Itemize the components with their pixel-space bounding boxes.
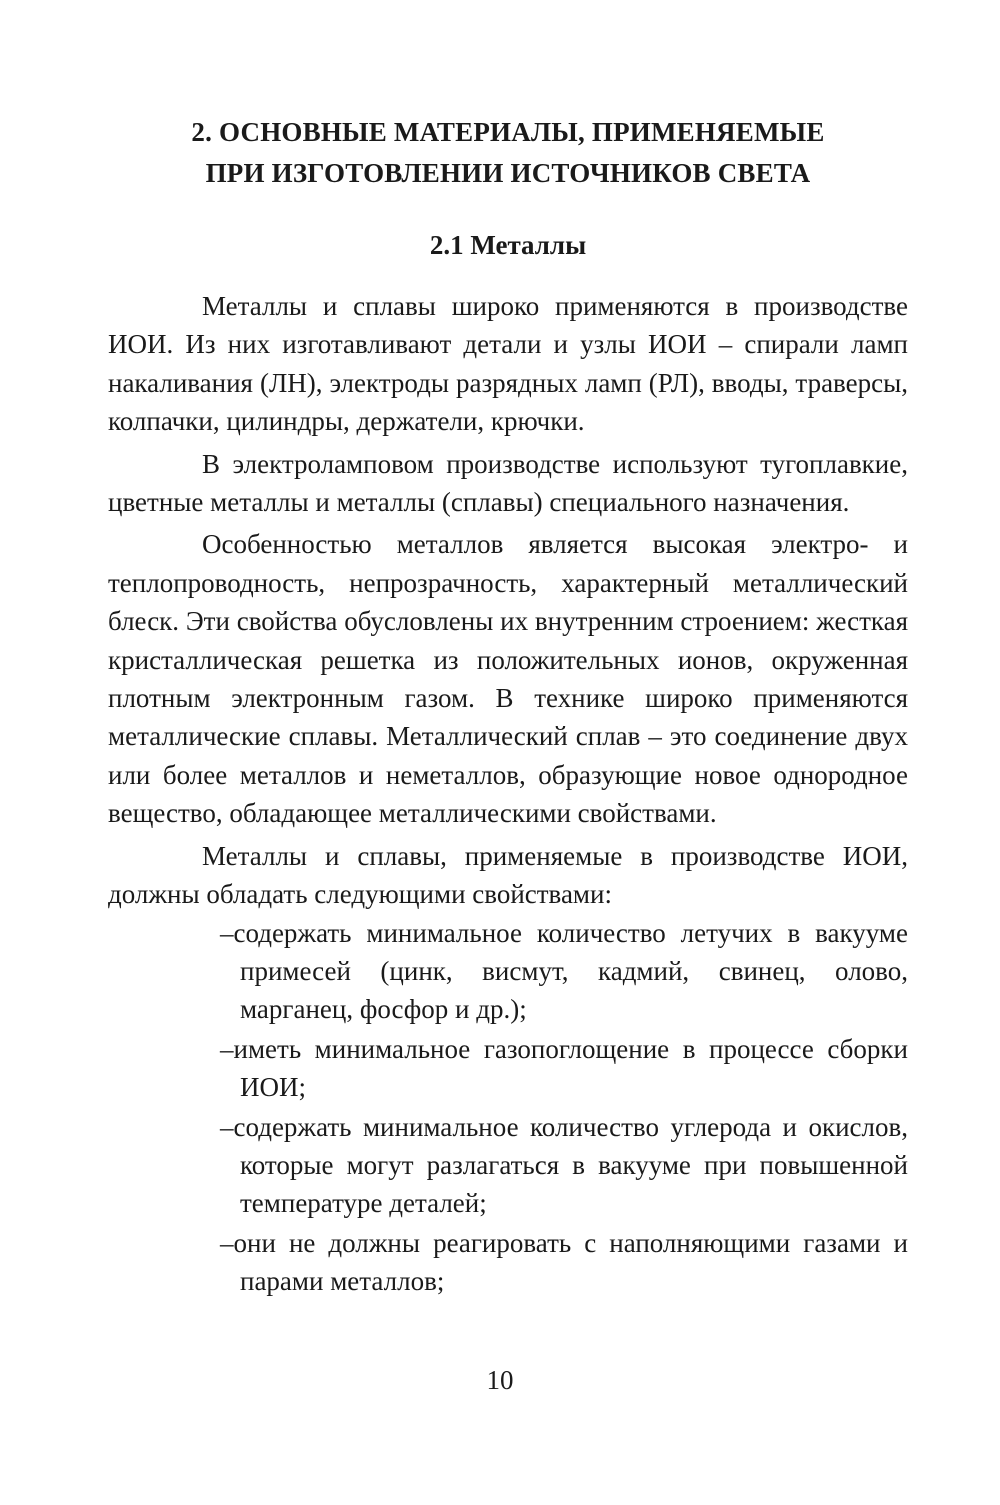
list-dash: – [220, 917, 234, 948]
section-title: 2.1 Металлы [429, 230, 587, 260]
list-item [220, 1108, 908, 1223]
body-text [108, 287, 908, 1301]
list-dash: – [220, 1033, 234, 1064]
paragraph: Особенностью металлов является высокая электро- и теплопроводность, непрозрачность, характерный металлический блеск. Эти свойства обусловлены их внутренним строением: жесткая кристаллическая решетка из положительных ионов, окруженная плотным электронным газом. В технике широко применяются металлические сплавы. Металлический сплав – это соединение двух или более металлов и неметаллов, образующие новое однородное вещество, обладающее металлическими свойствами. [108, 529, 908, 829]
page-number: 10 [486, 1365, 514, 1395]
list-item [220, 1224, 908, 1301]
list-item-text: они не должны реагировать с наполняющими газами и парами металлов; [233, 1227, 908, 1297]
chapter-title-line-1: 2. ОСНОВНЫЕ МАТЕРИАЛЫ, ПРИМЕНЯЕМЫЕ [191, 117, 825, 147]
list-dash: – [220, 1111, 234, 1142]
list-item-text: содержать минимальное количество углерода и окислов, которые могут разлагаться в вакууме при повышенной температуре деталей; [233, 1111, 908, 1219]
list-item [220, 914, 908, 1029]
page-content [108, 112, 908, 1302]
chapter-title [108, 112, 908, 194]
list-item-text: содержать минимальное количество летучих в вакууме примесей (цинк, висмут, кадмий, свинец, олово, марганец, фосфор и др.); [233, 917, 908, 1025]
list-item [220, 1030, 908, 1107]
paragraph: Металлы и сплавы широко применяются в производстве ИОИ. Из них изготавливают детали и узлы ИОИ – спирали ламп накаливания (ЛН), электроды разрядных ламп (РЛ), вводы, траверсы, колпачки, цилиндры, держатели, крючки. [108, 291, 908, 437]
paragraph: В электроламповом производстве используют тугоплавкие, цветные металлы и металлы (сплавы) специального назначения. [108, 448, 908, 518]
paragraph: Металлы и сплавы, применяемые в производстве ИОИ, должны обладать следующими свойствами: [108, 840, 908, 910]
chapter-title-line-2: ПРИ ИЗГОТОВЛЕНИИ ИСТОЧНИКОВ СВЕТА [205, 158, 811, 188]
list-dash: – [220, 1227, 234, 1258]
requirements-list [108, 914, 908, 1301]
list-item-text: иметь минимальное газопоглощение в процессе сборки ИОИ; [233, 1033, 908, 1103]
